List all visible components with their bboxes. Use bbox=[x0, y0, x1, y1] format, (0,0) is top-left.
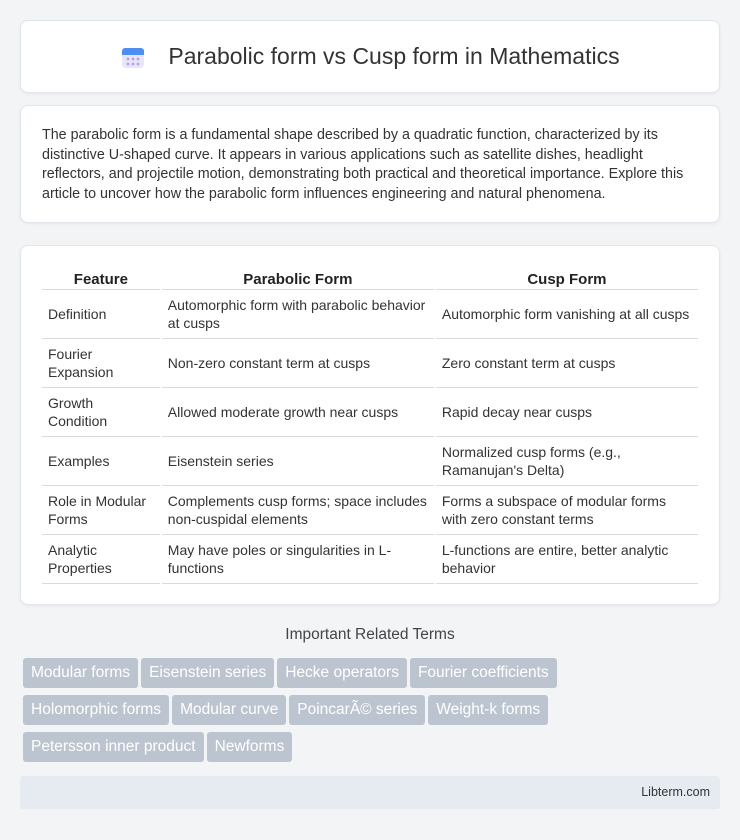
related-terms-heading: Important Related Terms bbox=[285, 626, 455, 643]
tag-weight-k-forms[interactable]: Weight-k forms bbox=[428, 695, 548, 725]
parabolic-cell: Automorphic form with parabolic behavior at cusps bbox=[162, 290, 434, 339]
cusp-cell: L-functions are entire, better analytic behavior bbox=[436, 535, 698, 584]
footer bbox=[20, 776, 720, 809]
table-row bbox=[42, 535, 698, 584]
related-terms-list bbox=[23, 658, 713, 769]
tag-holomorphic-forms[interactable]: Holomorphic forms bbox=[23, 695, 169, 725]
tag-poincare-series[interactable]: PoincarÃ© series bbox=[289, 695, 425, 725]
parabolic-cell: Non-zero constant term at cusps bbox=[162, 339, 434, 388]
footer-site-link[interactable]: Libterm.com bbox=[641, 785, 710, 799]
feature-cell: Analytic Properties bbox=[42, 535, 160, 584]
header-cusp-form: Cusp Form bbox=[436, 266, 698, 290]
tag-eisenstein-series[interactable]: Eisenstein series bbox=[141, 658, 274, 688]
cusp-cell: Rapid decay near cusps bbox=[436, 388, 698, 437]
parabolic-cell: Allowed moderate growth near cusps bbox=[162, 388, 434, 437]
intro-paragraph: The parabolic form is a fundamental shape described by a quadratic function, characterized by its distinctive U-shaped curve. It appears in various applications such as satellite dishes, headlight reflectors, and projectile motion, demonstrating both practical and theoretical importance. Explore this article to uncover how the parabolic form influences engineering and natural phenomena. bbox=[42, 127, 684, 202]
parabolic-cell: May have poles or singularities in L-functions bbox=[162, 535, 434, 584]
comparison-card bbox=[20, 245, 720, 605]
feature-cell: Role in Modular Forms bbox=[42, 486, 160, 535]
feature-cell: Examples bbox=[42, 437, 160, 486]
table-row bbox=[42, 388, 698, 437]
tag-newforms[interactable]: Newforms bbox=[207, 732, 293, 762]
table-row bbox=[42, 437, 698, 486]
feature-cell: Definition bbox=[42, 290, 160, 339]
table-row bbox=[42, 290, 698, 339]
tag-petersson-inner-product[interactable]: Petersson inner product bbox=[23, 732, 204, 762]
intro-card bbox=[20, 105, 720, 223]
tag-modular-curve[interactable]: Modular curve bbox=[172, 695, 286, 725]
header-parabolic-form: Parabolic Form bbox=[162, 266, 434, 290]
tag-hecke-operators[interactable]: Hecke operators bbox=[277, 658, 407, 688]
comparison-table bbox=[40, 266, 700, 584]
header-feature: Feature bbox=[42, 266, 160, 290]
cusp-cell: Forms a subspace of modular forms with zero constant terms bbox=[436, 486, 698, 535]
feature-cell: Fourier Expansion bbox=[42, 339, 160, 388]
table-row bbox=[42, 339, 698, 388]
tag-fourier-coefficients[interactable]: Fourier coefficients bbox=[410, 658, 557, 688]
cusp-cell: Normalized cusp forms (e.g., Ramanujan's Delta) bbox=[436, 437, 698, 486]
cusp-cell: Zero constant term at cusps bbox=[436, 339, 698, 388]
cusp-cell: Automorphic form vanishing at all cusps bbox=[436, 290, 698, 339]
table-header-row bbox=[42, 266, 698, 290]
calendar-icon bbox=[120, 44, 146, 70]
table-row bbox=[42, 486, 698, 535]
title-card bbox=[20, 20, 720, 93]
title-wrap bbox=[120, 43, 619, 70]
parabolic-cell: Complements cusp forms; space includes non-cuspidal elements bbox=[162, 486, 434, 535]
tag-modular-forms[interactable]: Modular forms bbox=[23, 658, 138, 688]
parabolic-cell: Eisenstein series bbox=[162, 437, 434, 486]
page-title: Parabolic form vs Cusp form in Mathematics bbox=[168, 43, 620, 69]
feature-cell: Growth Condition bbox=[42, 388, 160, 437]
